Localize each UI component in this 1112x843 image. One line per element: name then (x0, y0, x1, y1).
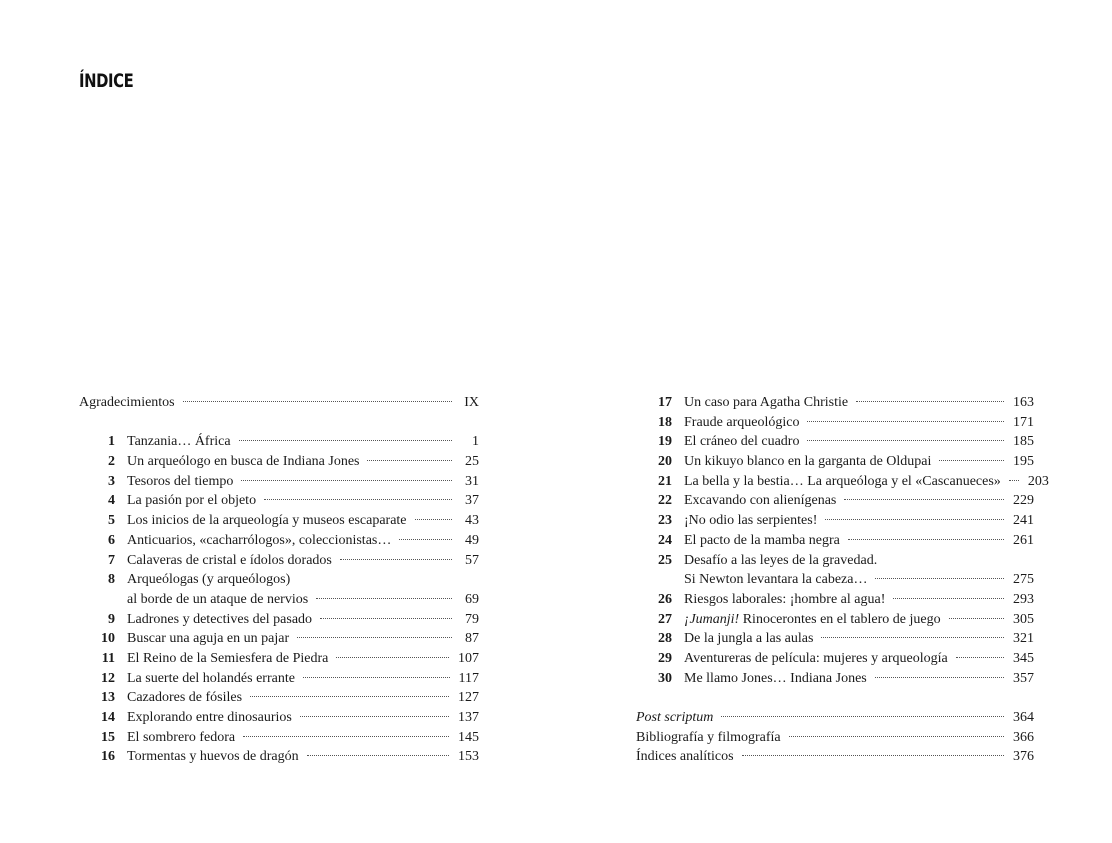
chapter-entry[interactable] (79, 629, 479, 649)
dot-leader (1009, 480, 1019, 481)
chapter-number: 27 (658, 611, 672, 627)
page-number: 163 (1013, 395, 1034, 410)
chapter-entry[interactable] (79, 452, 479, 472)
dot-leader (303, 677, 450, 678)
page-number: 49 (465, 532, 479, 548)
page-number: 37 (465, 493, 479, 509)
chapter-title-rest: Rinocerontes en el tablero de juego (739, 611, 941, 627)
chapter-number: 16 (101, 749, 115, 765)
chapter-entry[interactable] (636, 590, 1034, 610)
chapter-entry[interactable] (636, 610, 1034, 630)
chapter-title: Riesgos laborales: ¡hombre al agua! (684, 591, 886, 607)
page-number: 79 (465, 611, 479, 627)
dot-leader (875, 677, 1004, 678)
chapter-number: 13 (101, 690, 115, 706)
chapter-number: 29 (658, 650, 672, 666)
dot-leader (399, 539, 452, 540)
dot-leader (183, 401, 452, 402)
chapter-entry[interactable] (636, 452, 1034, 472)
chapter-entry[interactable] (79, 570, 479, 590)
page-title: ÍNDICE (79, 70, 134, 92)
chapter-title: Un caso para Agatha Christie (684, 395, 849, 410)
page-number: 87 (465, 631, 479, 647)
page-number: 203 (1027, 473, 1049, 489)
chapter-title: Los inicios de la arqueología y museos escaparate (127, 513, 407, 529)
chapter-title: ¡No odio las serpientes! (684, 513, 818, 529)
spacer (636, 688, 1034, 708)
page-number: 69 (465, 591, 479, 607)
dot-leader (336, 657, 449, 658)
chapter-entry-continuation[interactable] (79, 590, 479, 610)
chapter-number: 11 (101, 650, 115, 666)
chapter-number: 3 (108, 473, 115, 489)
chapter-title: El Reino de la Semiesfera de Piedra (127, 650, 329, 666)
chapter-entry[interactable] (79, 491, 479, 511)
chapter-title: Tesoros del tiempo (127, 473, 234, 489)
chapter-number: 15 (101, 729, 115, 745)
chapter-entry[interactable] (79, 747, 479, 767)
dot-leader (821, 637, 1004, 638)
page-number: 171 (1013, 414, 1034, 430)
dot-leader (415, 519, 452, 520)
chapter-number: 9 (108, 611, 115, 627)
page-number: 366 (1013, 729, 1034, 745)
page-number: 57 (465, 552, 479, 568)
chapter-title: Un kikuyo blanco en la garganta de Oldupai (684, 454, 932, 470)
toc-right-column (636, 393, 1049, 767)
page-number: 117 (458, 670, 479, 686)
dot-leader (742, 755, 1004, 756)
dot-leader (856, 401, 1004, 402)
chapter-number: 23 (658, 513, 672, 529)
toc-entry[interactable] (79, 393, 479, 413)
chapter-number: 28 (658, 631, 672, 647)
chapter-number: 22 (658, 493, 672, 509)
dot-leader (721, 716, 1004, 717)
page-number: 25 (465, 454, 479, 470)
dot-leader (239, 440, 452, 441)
chapter-number: 5 (108, 513, 115, 529)
toc-entry[interactable] (636, 708, 1034, 728)
entry-title: Agradecimientos (79, 395, 175, 410)
chapter-number: 20 (658, 454, 672, 470)
chapter-number: 8 (108, 572, 115, 588)
chapter-number: 6 (108, 532, 115, 548)
chapter-number: 18 (658, 414, 672, 430)
chapter-title: Anticuarios, «cacharrólogos», coleccionistas… (127, 532, 392, 548)
spacer (79, 413, 479, 433)
chapter-entry[interactable] (79, 432, 479, 452)
chapter-entry[interactable] (636, 472, 1049, 492)
page-number: 137 (458, 710, 479, 725)
chapter-title: La bella y la bestia… La arqueóloga y el «Cascanueces» (684, 473, 1001, 489)
toc-entry[interactable] (636, 728, 1034, 748)
dot-leader (949, 618, 1004, 619)
chapter-number: 24 (658, 532, 672, 548)
chapter-entry[interactable] (636, 511, 1034, 531)
chapter-entry[interactable] (79, 708, 479, 728)
dot-leader (250, 696, 449, 697)
page-number: 195 (1013, 454, 1034, 470)
chapter-title: Si Newton levantara la cabeza… (684, 572, 868, 588)
page-number: 275 (1013, 572, 1034, 588)
chapter-number: 19 (658, 434, 672, 450)
page-number: 376 (1013, 749, 1034, 765)
chapter-entry[interactable] (636, 629, 1034, 649)
chapter-title: El sombrero fedora (127, 729, 236, 745)
page-number: 229 (1013, 493, 1034, 509)
toc-left-column (79, 393, 479, 767)
chapter-number: 1 (108, 434, 115, 450)
page-number: 145 (458, 729, 479, 745)
page-number: 305 (1013, 611, 1034, 627)
chapter-title: Fraude arqueológico (684, 414, 800, 430)
chapter-entry[interactable] (636, 413, 1034, 433)
chapter-title: Buscar una aguja en un pajar (127, 631, 290, 647)
chapter-number: 7 (108, 552, 115, 568)
chapter-number: 26 (658, 591, 672, 607)
entry-title: Post scriptum (636, 710, 714, 725)
entry-title: Bibliografía y filmografía (636, 729, 781, 745)
chapter-title: La pasión por el objeto (127, 493, 257, 509)
chapter-entry[interactable] (79, 669, 479, 689)
dot-leader (297, 637, 452, 638)
chapter-entry[interactable] (79, 649, 479, 669)
chapter-title: Arqueólogas (y arqueólogos) (127, 572, 291, 588)
page-number: 241 (1013, 513, 1034, 529)
chapter-entry[interactable] (636, 551, 1034, 571)
chapter-title: Me llamo Jones… Indiana Jones (684, 670, 867, 686)
chapter-number: 25 (658, 552, 672, 568)
page-number: IX (464, 395, 479, 410)
dot-leader (844, 499, 1004, 500)
chapter-entry[interactable] (636, 669, 1034, 689)
chapter-entry[interactable] (79, 531, 479, 551)
dot-leader (848, 539, 1004, 540)
chapter-entry[interactable] (79, 551, 479, 571)
dot-leader (893, 598, 1004, 599)
dot-leader (340, 559, 452, 560)
dot-leader (300, 716, 449, 717)
entry-title: Índices analíticos (636, 749, 734, 765)
chapter-number: 17 (658, 395, 672, 410)
chapter-title: Excavando con alienígenas (684, 493, 837, 509)
chapter-entry[interactable] (79, 688, 479, 708)
chapter-number: 14 (101, 710, 115, 725)
dot-leader (875, 578, 1004, 579)
page-number: 107 (458, 650, 479, 666)
page-number: 127 (458, 690, 479, 706)
page-number: 153 (458, 749, 479, 765)
page-number: 321 (1013, 631, 1034, 647)
chapter-title: De la jungla a las aulas (684, 631, 814, 647)
chapter-title: Calaveras de cristal e ídolos dorados (127, 552, 332, 568)
chapter-entry[interactable] (79, 728, 479, 748)
chapter-entry[interactable] (636, 432, 1034, 452)
page-number: 1 (472, 434, 479, 450)
page-number: 43 (465, 513, 479, 529)
chapter-title: Cazadores de fósiles (127, 690, 243, 706)
dot-leader (825, 519, 1004, 520)
toc-entry[interactable] (636, 747, 1034, 767)
chapter-title: Un arqueólogo en busca de Indiana Jones (127, 454, 360, 470)
page-number: 293 (1013, 591, 1034, 607)
chapter-entry[interactable] (636, 649, 1034, 669)
chapter-title: Tanzania… África (127, 434, 231, 450)
chapter-entry[interactable] (636, 393, 1034, 413)
chapter-entry-continuation[interactable] (636, 570, 1034, 590)
chapter-entry[interactable] (79, 610, 479, 630)
chapter-number: 10 (101, 631, 115, 647)
chapter-number: 2 (108, 454, 115, 470)
chapter-entry[interactable] (79, 472, 479, 492)
page-number: 364 (1013, 710, 1034, 725)
dot-leader (367, 460, 452, 461)
dot-leader (807, 440, 1004, 441)
chapter-entry[interactable] (79, 511, 479, 531)
dot-leader (320, 618, 452, 619)
chapter-title: El pacto de la mamba negra (684, 532, 840, 548)
chapter-entry[interactable] (636, 531, 1034, 551)
dot-leader (807, 421, 1004, 422)
chapter-title: Explorando entre dinosaurios (127, 710, 292, 725)
chapter-number: 4 (108, 493, 115, 509)
page-number: 357 (1013, 670, 1034, 686)
chapter-title (684, 610, 941, 630)
page-number: 345 (1013, 650, 1034, 666)
chapter-title: Aventureras de película: mujeres y arqueología (684, 650, 948, 666)
chapter-number: 21 (658, 473, 672, 489)
chapter-title: La suerte del holandés errante (127, 670, 295, 686)
page-number: 185 (1013, 434, 1034, 450)
chapter-title: al borde de un ataque de nervios (127, 591, 309, 607)
dot-leader (307, 755, 449, 756)
chapter-title: Ladrones y detectives del pasado (127, 611, 313, 627)
dot-leader (264, 499, 452, 500)
dot-leader (956, 657, 1004, 658)
dot-leader (243, 736, 449, 737)
chapter-title-italic: ¡Jumanji! (684, 611, 740, 627)
page-number: 261 (1013, 532, 1034, 548)
chapter-title: Tormentas y huevos de dragón (127, 749, 299, 765)
chapter-number: 12 (101, 670, 115, 686)
chapter-number: 30 (658, 670, 672, 686)
chapter-title: Desafío a las leyes de la gravedad. (684, 552, 878, 568)
dot-leader (316, 598, 452, 599)
chapter-title: El cráneo del cuadro (684, 434, 800, 450)
dot-leader (939, 460, 1004, 461)
page-number: 31 (465, 473, 479, 489)
dot-leader (789, 736, 1004, 737)
chapter-entry[interactable] (636, 491, 1034, 511)
dot-leader (241, 480, 452, 481)
